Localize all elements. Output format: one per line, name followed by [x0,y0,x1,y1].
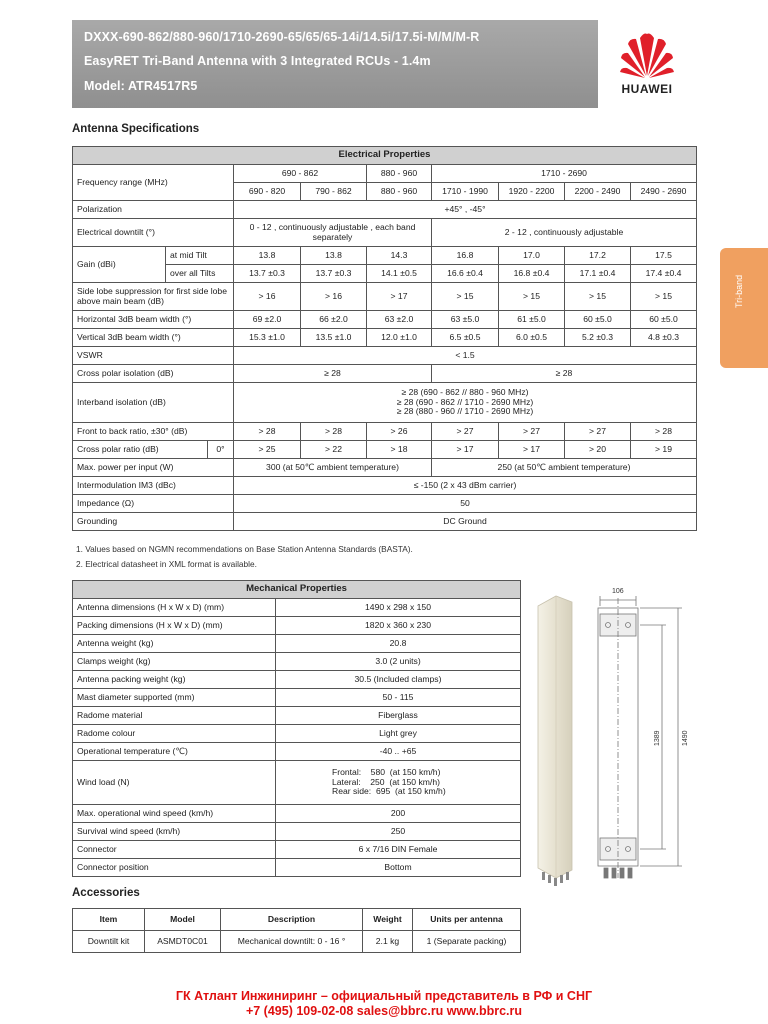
interband-label: Interband isolation (dB) [73,383,234,423]
footer-company: ГК Атлант Инжиниринг – официальный представитель в РФ и СНГ [175,989,593,1003]
xpol-label: Cross polar isolation (dB) [73,365,234,383]
mech-value: 20.8 [276,635,521,653]
acc-header: Item [73,909,145,931]
cpr-label: Cross polar ratio (dB) [77,443,159,454]
mech-value: Bottom [276,859,521,877]
impedance-value: 50 [234,495,697,513]
electrical-title: Electrical Properties [73,147,697,165]
subband-header: 1920 - 2200 [499,183,565,201]
band-header: 690 - 862 [234,165,367,183]
acc-cell: ASMDT0C01 [145,931,221,953]
sidelobe-value: > 17 [367,283,432,311]
antenna-drawing [528,578,708,900]
subband-header: 1710 - 1990 [432,183,499,201]
sidelobe-value: > 16 [301,283,367,311]
subband-header: 2490 - 2690 [631,183,697,201]
antenna-spec-title: Antenna Specifications [72,123,200,135]
cpr-value: > 17 [499,441,565,459]
cpr-value: > 19 [631,441,697,459]
grounding-value: DC Ground [234,513,697,531]
mech-label: Operational temperature (℃) [73,743,276,761]
hbw-value: 60 ±5.0 [565,311,631,329]
mech-value: 50 - 115 [276,689,521,707]
vbw-value: 6.5 ±0.5 [432,329,499,347]
mech-label: Max. operational wind speed (km/h) [73,805,276,823]
gain-mid-value: 13.8 [234,247,301,265]
cpr-value: > 18 [367,441,432,459]
mech-value: 30.5 (Included clamps) [276,671,521,689]
antenna-outline-drawing [598,596,682,878]
downtilt-label: Electrical downtilt (°) [73,219,234,247]
table-row [73,725,521,743]
interband-line: ≥ 28 (880 - 960 // 1710 - 2690 MHz) [396,406,534,417]
notes [76,542,413,572]
tri-band-tab-label: Tri-band [734,274,744,308]
mech-value: -40 .. +65 [276,743,521,761]
gain-all-value: 16.8 ±0.4 [499,265,565,283]
gain-mid-value: 17.0 [499,247,565,265]
height-dimension-outer: 1490 [682,730,689,746]
sidelobe-value: > 16 [234,283,301,311]
gain-all-label: over all Tilts [166,265,234,283]
band-header: 1710 - 2690 [432,165,697,183]
mech-value: 6 x 7/16 DIN Female [276,841,521,859]
radome-3d-view [538,596,572,886]
table-row [73,859,521,877]
interband-line: ≥ 28 (690 - 862 // 880 - 960 MHz) [401,386,529,397]
polarization-value: +45° , -45° [234,201,697,219]
mech-value: 200 [276,805,521,823]
table-row [73,841,521,859]
gain-mid-value: 13.8 [301,247,367,265]
table-row [73,743,521,761]
impedance-label: Impedance (Ω) [73,495,234,513]
mech-label: Connector position [73,859,276,877]
gain-all-value: 17.1 ±0.4 [565,265,631,283]
gain-mid-value: 16.8 [432,247,499,265]
vswr-value: < 1.5 [234,347,697,365]
table-row [73,823,521,841]
im3-value: ≤ -150 (2 x 43 dBm carrier) [234,477,697,495]
fb-value: > 28 [631,423,697,441]
table-row [73,707,521,725]
interband-line: ≥ 28 (690 - 862 // 1710 - 2690 MHz) [396,396,534,407]
vbw-value: 6.0 ±0.5 [499,329,565,347]
fb-value: > 28 [234,423,301,441]
gain-mid-value: 17.2 [565,247,631,265]
power-low-value: 300 (at 50℃ ambient temperature) [234,459,432,477]
vbw-value: 5.2 ±0.3 [565,329,631,347]
im3-label: Intermodulation IM3 (dBc) [73,477,234,495]
subband-header: 880 - 960 [367,183,432,201]
fb-value: > 27 [499,423,565,441]
hbw-value: 63 ±2.0 [367,311,432,329]
accessories-table [72,908,521,953]
cpr-label-cell [73,441,234,459]
subband-header: 790 - 862 [301,183,367,201]
vbw-label: Vertical 3dB beam width (°) [73,329,234,347]
xpol-low-value: ≥ 28 [234,365,432,383]
note-item: 2. Electrical datasheet in XML format is available. [76,559,257,569]
gain-mid-label: at mid Tilt [166,247,234,265]
table-row [73,671,521,689]
mech-value: Light grey [276,725,521,743]
acc-header: Description [221,909,363,931]
document-header [72,20,696,108]
width-dimension: 106 [612,588,624,595]
acc-cell: Mechanical downtilt: 0 - 16 ° [221,931,363,953]
acc-header: Units per antenna [413,909,521,931]
power-label: Max. power per input (W) [73,459,234,477]
mechanical-title: Mechanical Properties [73,581,521,599]
cpr-value: > 22 [301,441,367,459]
fb-value: > 28 [301,423,367,441]
acc-cell: Downtilt kit [73,931,145,953]
power-high-value: 250 (at 50℃ ambient temperature) [432,459,697,477]
product-description: EasyRET Tri-Band Antenna with 3 Integrated RCUs - 1.4m [84,54,431,68]
mech-label: Mast diameter supported (mm) [73,689,276,707]
acc-header: Weight [363,909,413,931]
gain-all-value: 13.7 ±0.3 [301,265,367,283]
vbw-value: 4.8 ±0.3 [631,329,697,347]
table-row [73,653,521,671]
gain-all-value: 14.1 ±0.5 [367,265,432,283]
mech-label: Connector [73,841,276,859]
subband-header: 2200 - 2490 [565,183,631,201]
mech-label: Clamps weight (kg) [73,653,276,671]
table-row [73,617,521,635]
mech-label: Antenna weight (kg) [73,635,276,653]
freq-label: Frequency range (MHz) [73,165,234,201]
sidelobe-label: Side lobe suppression for first side lobe above main beam (dB) [73,283,234,311]
wind-line: Frontal: 580 (at 150 km/h) [332,766,441,777]
wind-line: Rear side: 695 (at 150 km/h) [332,786,446,797]
vbw-value: 15.3 ±1.0 [234,329,301,347]
fb-value: > 27 [432,423,499,441]
wind-label: Wind load (N) [73,761,276,805]
mech-label: Antenna packing weight (kg) [73,671,276,689]
gain-mid-value: 14.3 [367,247,432,265]
sidelobe-value: > 15 [631,283,697,311]
mech-value: 3.0 (2 units) [276,653,521,671]
acc-cell: 2.1 kg [363,931,413,953]
table-row [73,689,521,707]
cpr-value: > 20 [565,441,631,459]
xpol-high-value: ≥ 28 [432,365,697,383]
sidelobe-value: > 15 [499,283,565,311]
fb-value: > 26 [367,423,432,441]
product-code: DXXX-690-862/880-960/1710-2690-65/65/65-14i/14.5i/17.5i-M/M/M-R [84,30,480,44]
subband-header: 690 - 820 [234,183,301,201]
tri-band-tab [720,248,768,368]
gain-all-value: 16.6 ±0.4 [432,265,499,283]
note-item: 1. Values based on NGMN recommendations on Base Station Antenna Standards (BASTA). [76,544,413,554]
vbw-value: 13.5 ±1.0 [301,329,367,347]
cpr-value: > 17 [432,441,499,459]
fb-value: > 27 [565,423,631,441]
hbw-value: 61 ±5.0 [499,311,565,329]
hbw-value: 63 ±5.0 [432,311,499,329]
fb-label: Front to back ratio, ±30° (dB) [73,423,234,441]
gain-label: Gain (dBi) [73,247,166,283]
mech-value: 1820 x 360 x 230 [276,617,521,635]
downtilt-low-value: 0 - 12 , continuously adjustable , each band separately [234,219,432,247]
mech-label: Packing dimensions (H x W x D) (mm) [73,617,276,635]
table-row [73,599,521,617]
cpr-value: > 25 [234,441,301,459]
interband-values [234,383,697,423]
hbw-value: 69 ±2.0 [234,311,301,329]
mech-value: Fiberglass [276,707,521,725]
sidelobe-value: > 15 [565,283,631,311]
cpr-angle: 0° [207,441,233,458]
table-row [73,635,521,653]
hbw-value: 60 ±5.0 [631,311,697,329]
mechanical-properties-table [72,580,521,877]
hbw-label: Horizontal 3dB beam width (°) [73,311,234,329]
table-row [73,931,521,953]
huawei-flower-icon [618,30,676,80]
band-header: 880 - 960 [367,165,432,183]
height-dimension-inner: 1389 [654,730,661,746]
vswr-label: VSWR [73,347,234,365]
mech-value: 1490 x 298 x 150 [276,599,521,617]
grounding-label: Grounding [73,513,234,531]
footer-contacts: +7 (495) 109-02-08 sales@bbrc.ru www.bbrc.ru [245,1004,523,1018]
wind-values [276,761,521,805]
wind-line: Lateral: 250 (at 150 km/h) [332,776,440,787]
hbw-value: 66 ±2.0 [301,311,367,329]
gain-all-value: 13.7 ±0.3 [234,265,301,283]
mech-label: Survival wind speed (km/h) [73,823,276,841]
mech-label: Radome material [73,707,276,725]
downtilt-high-value: 2 - 12 , continuously adjustable [432,219,697,247]
mech-label: Antenna dimensions (H x W x D) (mm) [73,599,276,617]
sidelobe-value: > 15 [432,283,499,311]
polarization-label: Polarization [73,201,234,219]
vbw-value: 12.0 ±1.0 [367,329,432,347]
gain-all-value: 17.4 ±0.4 [631,265,697,283]
accessories-title: Accessories [72,887,140,899]
brand-name: HUAWEI [621,82,673,96]
brand-logo [598,20,696,108]
table-row [73,805,521,823]
mech-value: 250 [276,823,521,841]
acc-cell: 1 (Separate packing) [413,931,521,953]
acc-header: Model [145,909,221,931]
model-number: Model: ATR4517R5 [84,79,198,93]
electrical-properties-table [72,146,697,531]
mech-label: Radome colour [73,725,276,743]
gain-mid-value: 17.5 [631,247,697,265]
